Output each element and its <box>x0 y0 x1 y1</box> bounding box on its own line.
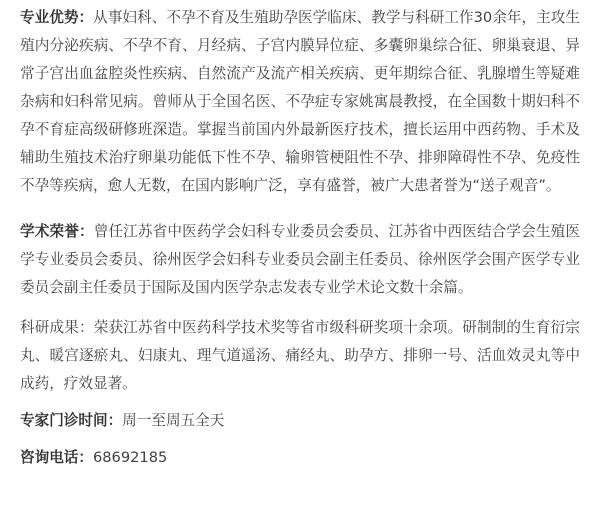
phone-label: 咨询电话： <box>20 449 93 466</box>
research-label: 科研成果： <box>20 319 94 336</box>
phone-line <box>20 444 580 472</box>
clinic-hours-label: 专家门诊时间： <box>20 412 123 429</box>
clinic-hours-text: 周一至周五全天 <box>122 412 225 429</box>
specialty-label: 专业优势： <box>20 9 94 26</box>
specialty-paragraph <box>20 4 580 200</box>
phone-number: 68692185 <box>92 449 168 466</box>
specialty-text: 从事妇科、不孕不育及生殖助孕医学临床、教学与科研工作30余年，主攻生殖内分泌疾病、不孕不育、月经病、子宫内膜异位症、多囊卵巢综合征、卵巢衰退、异常子宫出血盆腔炎性疾病、自然流产及流产相关疾病、更年期综合征、乳腺增生等疑难杂病和妇科常见病。曾师从于全国名医、不孕症专家姚寓晨教授，在全国数十期妇科不孕不育症高级研修班深造。掌握当前国内外最新医疗技术，擅长运用中西药物、手术及辅助生殖技术治疗卵巢功能低下性不孕、输卵管梗阻性不孕、排卵障碍性不孕、免疫性不孕等疾病，愈人无数，在国内影响广泛，享有盛誉，被广大患者誉为“送子观音”。 <box>20 9 580 194</box>
honors-label: 学术荣誉： <box>20 223 94 240</box>
clinic-hours-line <box>20 407 580 435</box>
research-text: 荣获江苏省中医药科学技术奖等省市级科研奖项十余项。研制制的生育衍宗丸、暖宫逐瘀丸、妇康丸、理气道遥汤、痛经丸、助孕方、排卵一号、活血效灵丸等中成药，疗效显著。 <box>20 319 580 392</box>
honors-paragraph <box>20 218 580 302</box>
research-paragraph <box>20 314 580 398</box>
honors-text: 曾任江苏省中医药学会妇科专业委员会委员、江苏省中西医结合学会生殖医学专业委员会委员、徐州医学会妇科专业委员会副主任委员、徐州医学会围产医学专业委员会副主任委员于国际及国内医学杂志发表专业学术论文数十余篇。 <box>20 223 580 296</box>
